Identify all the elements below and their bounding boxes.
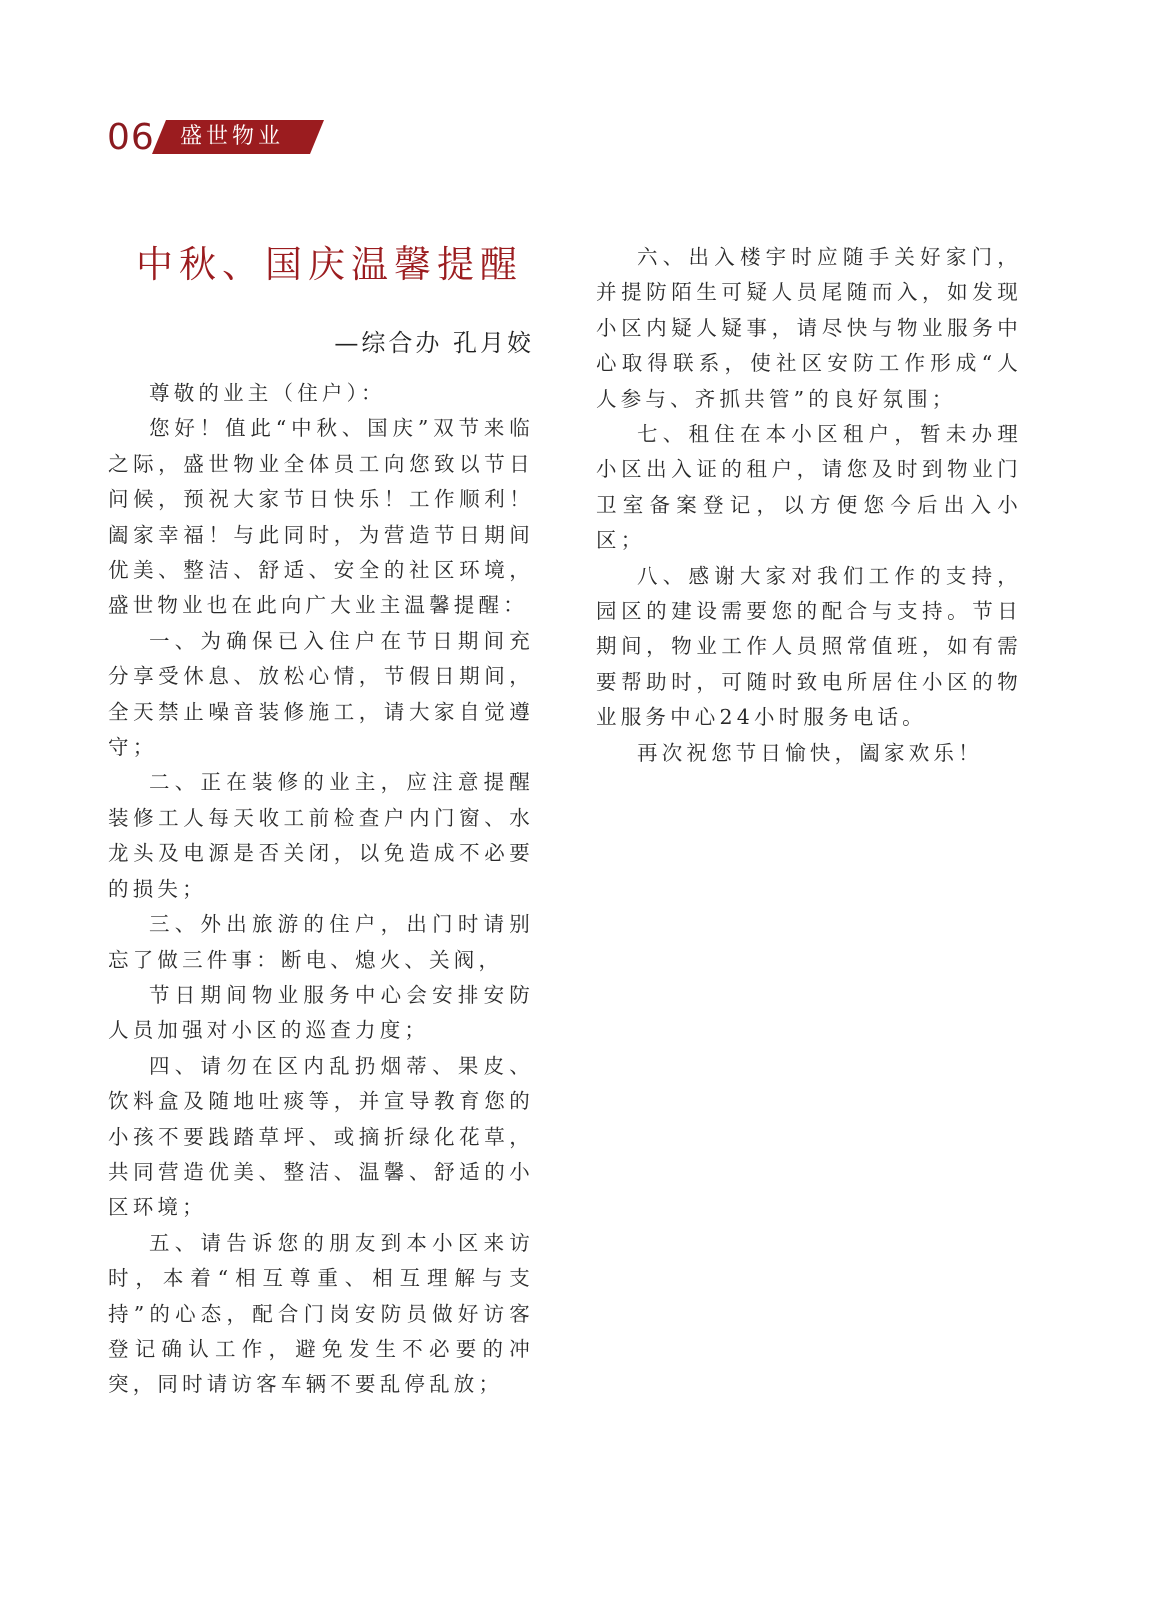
section-tag <box>152 120 317 154</box>
article-byline: —综合办 孔月姣 <box>334 329 534 357</box>
paragraph: 三、外出旅游的住户，出门时请别忘了做三件事：断电、熄火、关阀， <box>108 912 534 972</box>
paragraph: 二、正在装修的业主，应注意提醒装修工人每天收工前检查户内门窗、水龙头及电源是否关闭，以免造成不必要的损失； <box>108 770 534 901</box>
paragraph: 节日期间物业服务中心会安排安防人员加强对小区的巡查力度； <box>108 982 534 1043</box>
salutation: 尊敬的业主（住户）： <box>149 381 386 405</box>
closing-line: 再次祝您节日愉快，阖家欢乐！ <box>637 740 983 765</box>
paragraph: 一、为确保已入住户在节日期间充分享受休息、放松心情，节假日期间，全天禁止噪音装修施工，请大家自觉遵守； <box>108 628 534 760</box>
article-title: 中秋、国庆温馨提醒 <box>136 243 523 286</box>
section-label: 盛世物业 <box>180 124 285 149</box>
paragraph: 您好！值此“中秋、国庆”双节来临之际，盛世物业全体员工向您致以节日问候，预祝大家节日快乐！工作顺利！阖家幸福！与此同时，为营造节日期间优美、整洁、舒适、安全的社区环境，盛世物业也在此向广大业主温馨提醒： <box>108 416 534 618</box>
paragraph: 六、出入楼宇时应随手关好家门，并提防陌生可疑人员尾随而入，如发现小区内疑人疑事，请尽快与物业服务中心取得联系，使社区安防工作形成“人人参与、齐抓共管”的良好氛围； <box>596 245 1022 411</box>
page-number: 06 <box>107 117 155 158</box>
left-column <box>108 376 534 1403</box>
right-column <box>596 240 1022 771</box>
paragraph: 八、感谢大家对我们工作的支持，园区的建设需要您的配合与支持。节日期间，物业工作人员照常值班，如有需要帮助时，可随时致电所居住小区的物业服务中心24小时服务电话。 <box>596 563 1022 730</box>
paragraph: 四、请勿在区内乱扔烟蒂、果皮、饮料盒及随地吐痰等，并宣导教育您的小孩不要践踏草坪、或摘折绿化花草，共同营造优美、整洁、温馨、舒适的小区环境； <box>108 1053 534 1220</box>
paragraph: 五、请告诉您的朋友到本小区来访时，本着“相互尊重、相互理解与支持”的心态，配合门岗安防员做好访客登记确认工作，避免发生不必要的冲突，同时请访客车辆不要乱停乱放； <box>108 1230 534 1397</box>
paragraph: 七、租住在本小区租户，暂未办理小区出入证的租户，请您及时到物业门卫室备案登记，以方便您今后出入小区； <box>596 422 1022 553</box>
